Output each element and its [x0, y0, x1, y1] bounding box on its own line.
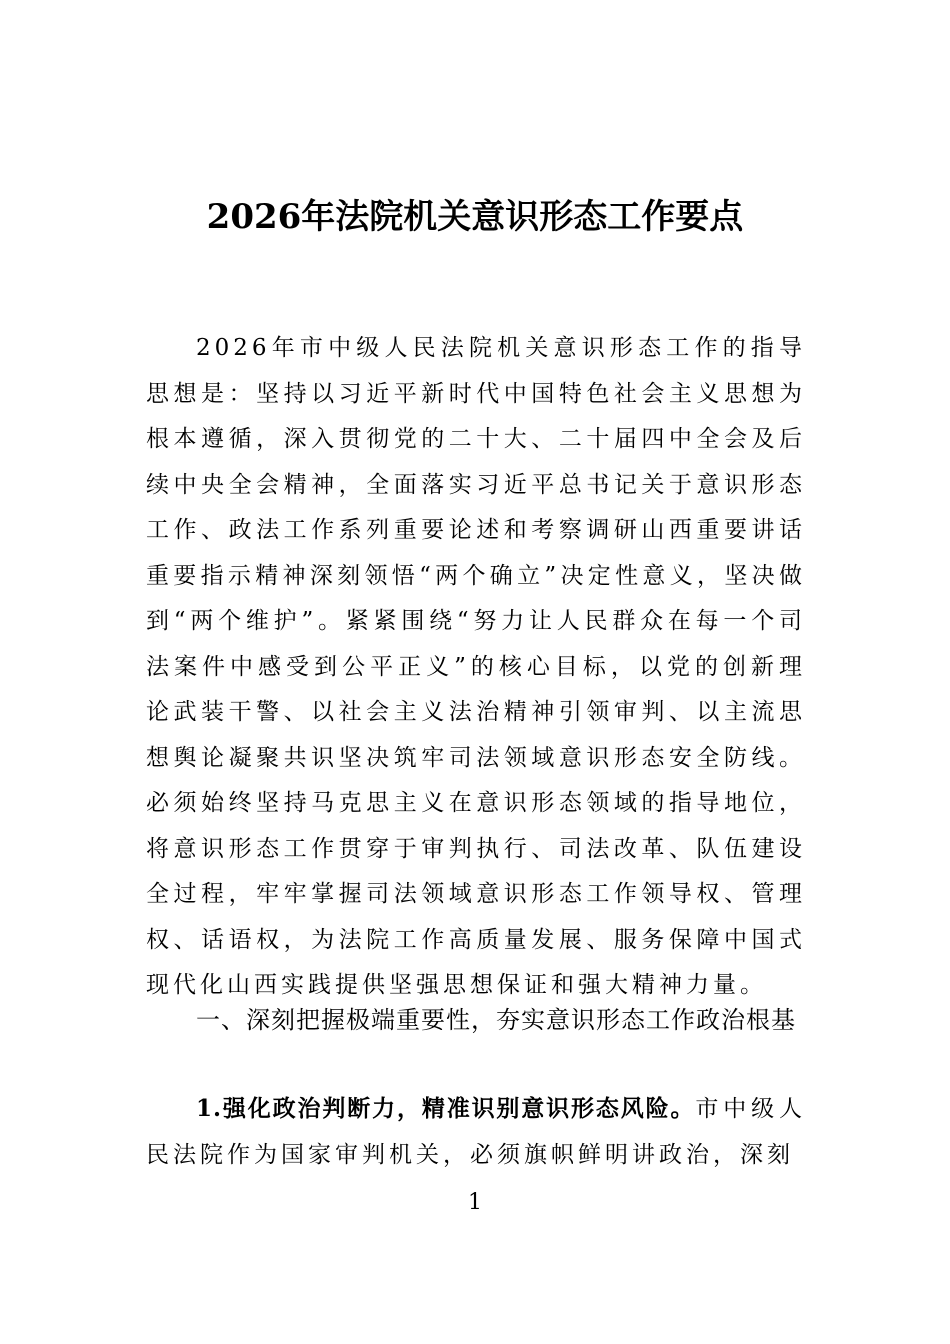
item-1-text: 市中级人民法院作为国家审判机关，必须旗帜鲜明讲政治，深刻: [146, 1096, 806, 1168]
page-number: 1: [468, 1190, 482, 1215]
document-title: 2026年法院机关意识形态工作要点: [206, 197, 744, 237]
paragraph-item-1: [146, 1086, 806, 1178]
paragraph-guiding-ideology: 2026年市中级人民法院机关意识形态工作的指导思想是：坚持以习近平新时代中国特色社会主义思想为根本遵循，深入贯彻党的二十大、二十届四中全会及后续中央全会精神，全面落实习近平总书记关于意识形态工作、政法工作系列重要论述和考察调研山西重要讲话重要指示精神深刻领悟“两个确立”决定性意义，坚决做到“两个维护”。紧紧围绕“努力让人民群众在每一个司法案件中感受到公平正义”的核心目标，以党的创新理论武装干警、以社会主义法治精神引领审判、以主流思想舆论凝聚共识坚决筑牢司法领域意识形态安全防线。必须始终坚持马克思主义在意识形态领域的指导地位，将意识形态工作贯穿于审判执行、司法改革、队伍建设全过程，牢牢掌握司法领域意识形态工作领导权、管理权、话语权，为法院工作高质量发展、服务保障中国式现代化山西实践提供坚强思想保证和强大精神力量。: [146, 335, 806, 998]
item-1-lead: 1.强化政治判断力，精准识别意识形态风险。: [196, 1095, 696, 1122]
section-heading-1: 一、深刻把握极端重要性，夯实意识形态工作政治根基: [196, 1006, 796, 1034]
